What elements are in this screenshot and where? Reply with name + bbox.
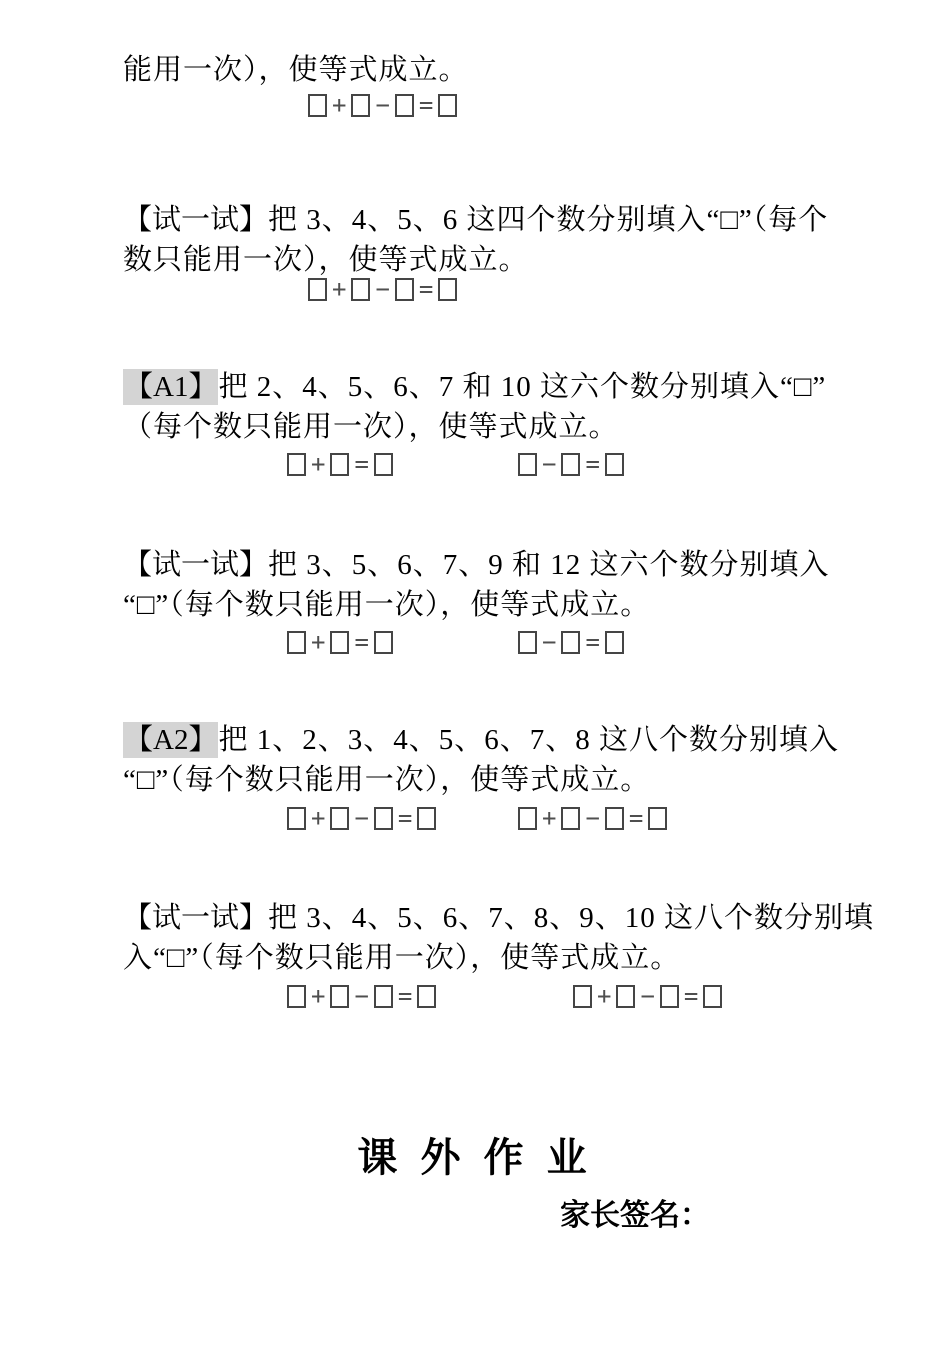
problem-try-1 xyxy=(123,200,853,280)
equation-fill-blanks xyxy=(308,90,457,120)
problem-text-line-1: 把 3、5、6、7、9 和 12 这六个数分别填入 xyxy=(268,549,830,581)
problem-text-line-2: 入“□”（每个数只能用一次），使等式成立。 xyxy=(123,942,681,974)
equation-fill-blanks xyxy=(518,449,624,479)
operator-minus: − xyxy=(542,628,557,656)
operator-plus: + xyxy=(311,450,326,478)
blank-box xyxy=(518,807,537,830)
operator-equals: = xyxy=(585,450,600,478)
problem-text-line-1: 把 1、2、3、4、5、6、7、8 这八个数分别填入 xyxy=(218,724,839,756)
operator-equals: = xyxy=(418,91,434,119)
operator-minus: − xyxy=(640,982,655,1010)
operator-minus: − xyxy=(354,804,369,832)
problem-try-3 xyxy=(123,898,875,978)
problem-tag-highlight: 【A1】 xyxy=(124,371,218,403)
blank-box xyxy=(561,807,580,830)
operator-equals: = xyxy=(397,982,413,1010)
operator-plus: + xyxy=(542,804,557,832)
problem-text-line-2: “□”（每个数只能用一次），使等式成立。 xyxy=(123,589,651,621)
blank-box xyxy=(438,94,457,117)
equation-fill-blanks xyxy=(573,981,722,1011)
blank-box xyxy=(518,631,537,654)
blank-box xyxy=(518,453,537,476)
blank-box xyxy=(374,807,393,830)
equation-fill-blanks xyxy=(287,981,436,1011)
parent-signature-label: 家长签名： xyxy=(560,1199,710,1232)
blank-box xyxy=(660,985,679,1008)
problem-text-line-1: 把 3、4、5、6 这四个数分别填入“□”（每个 xyxy=(268,204,829,236)
blank-box xyxy=(374,985,393,1008)
blank-box xyxy=(417,985,436,1008)
blank-box xyxy=(351,94,370,117)
operator-plus: + xyxy=(311,628,326,656)
operator-equals: = xyxy=(397,804,413,832)
equation-fill-blanks xyxy=(518,803,667,833)
blank-box xyxy=(573,985,592,1008)
operator-equals: = xyxy=(683,982,699,1010)
equation-fill-blanks xyxy=(308,274,457,304)
blank-box xyxy=(605,631,624,654)
blank-box xyxy=(561,453,580,476)
operator-minus: − xyxy=(375,275,390,303)
problem-tag-highlight: 【A2】 xyxy=(124,724,218,756)
blank-box xyxy=(648,807,667,830)
operator-minus: − xyxy=(585,804,600,832)
blank-box xyxy=(330,985,349,1008)
operator-minus: − xyxy=(375,91,390,119)
problem-text-line-1: 把 3、4、5、6、7、8、9、10 这八个数分别填 xyxy=(268,902,875,934)
blank-box xyxy=(287,985,306,1008)
problem-continuation xyxy=(123,50,853,90)
equation-fill-blanks xyxy=(287,803,436,833)
equation-fill-blanks xyxy=(287,449,393,479)
blank-box xyxy=(330,631,349,654)
operator-equals: = xyxy=(585,628,600,656)
blank-box xyxy=(308,278,327,301)
problem-text-line-1: 能用一次），使等式成立。 xyxy=(123,54,469,86)
problem-text-line-2: （每个数只能用一次），使等式成立。 xyxy=(123,411,619,443)
blank-box xyxy=(374,453,393,476)
blank-box xyxy=(308,94,327,117)
blank-box xyxy=(605,807,624,830)
blank-box xyxy=(374,631,393,654)
problem-tag: 【试一试】 xyxy=(123,204,269,236)
blank-box xyxy=(703,985,722,1008)
blank-box xyxy=(605,453,624,476)
problem-a1 xyxy=(123,367,853,447)
blank-box xyxy=(616,985,635,1008)
problem-text-line-2: “□”（每个数只能用一次），使等式成立。 xyxy=(123,764,651,796)
operator-plus: + xyxy=(311,804,326,832)
operator-minus: − xyxy=(354,982,369,1010)
blank-box xyxy=(395,94,414,117)
operator-plus: + xyxy=(332,275,347,303)
blank-box xyxy=(395,278,414,301)
problem-tag: 【试一试】 xyxy=(123,549,269,581)
problem-tag: 【试一试】 xyxy=(123,902,269,934)
blank-box xyxy=(330,453,349,476)
operator-equals: = xyxy=(354,450,369,478)
blank-box xyxy=(561,631,580,654)
problem-text-line-2: 数只能用一次），使等式成立。 xyxy=(123,244,529,276)
operator-plus: + xyxy=(332,91,347,119)
operator-equals: = xyxy=(418,275,434,303)
problem-try-2 xyxy=(123,545,853,625)
blank-box xyxy=(438,278,457,301)
blank-box xyxy=(287,807,306,830)
blank-box xyxy=(351,278,370,301)
operator-plus: + xyxy=(311,982,326,1010)
operator-plus: + xyxy=(597,982,612,1010)
problem-a2 xyxy=(123,720,853,800)
problem-text-line-1: 把 2、4、5、6、7 和 10 这六个数分别填入“□” xyxy=(218,371,827,403)
blank-box xyxy=(330,807,349,830)
blank-box xyxy=(287,453,306,476)
blank-box xyxy=(287,631,306,654)
operator-equals: = xyxy=(354,628,369,656)
operator-minus: − xyxy=(542,450,557,478)
equation-fill-blanks xyxy=(287,627,393,657)
section-title: 课 外 作 业 xyxy=(357,1136,593,1180)
equation-fill-blanks xyxy=(518,627,624,657)
operator-equals: = xyxy=(628,804,644,832)
blank-box xyxy=(417,807,436,830)
